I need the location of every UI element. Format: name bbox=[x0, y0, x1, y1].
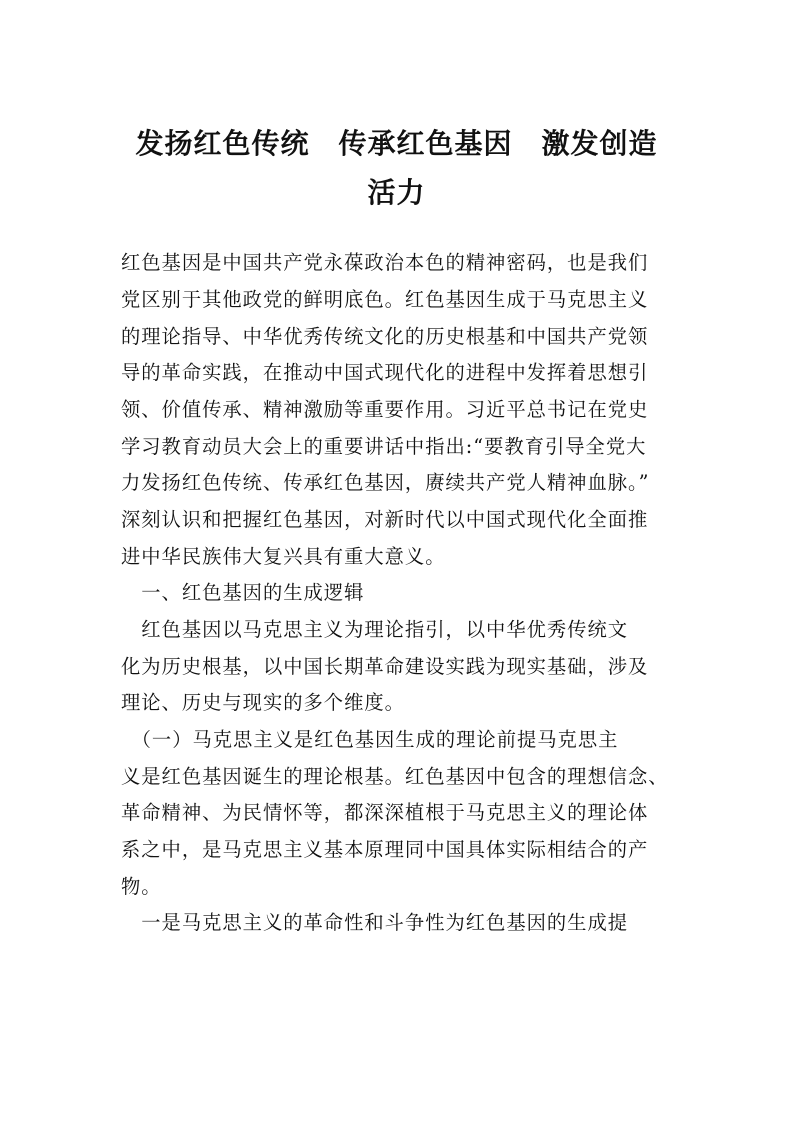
body-text-line: 的理论指导、中华优秀传统文化的历史根基和中国共产党领 bbox=[121, 325, 649, 348]
subsection-heading: （一）马克思主义是红色基因生成的理论前提马克思主 bbox=[121, 728, 619, 751]
body-text-line: 理论、历史与现实的多个维度。 bbox=[121, 691, 405, 714]
body-text-line: 进中华民族伟大复兴具有重大意义。 bbox=[121, 545, 446, 568]
body-text-line: 化为历史根基，以中国长期革命建设实践为现实基础，涉及 bbox=[121, 655, 649, 678]
body-text-line: 红色基因是中国共产党永葆政治本色的精神密码，也是我们 bbox=[121, 251, 649, 274]
section-heading: 一、红色基因的生成逻辑 bbox=[121, 581, 365, 604]
body-text-line: 系之中，是马克思主义基本原理同中国具体实际相结合的产 bbox=[121, 838, 649, 861]
document-title-line-1: 发扬红色传统 传承红色基因 激发创造 bbox=[135, 127, 658, 160]
body-text-line: 学习教育动员大会上的重要讲话中指出:“要教育引导全党大 bbox=[121, 435, 647, 458]
body-text-line: 力发扬红色传统、传承红色基因，赓续共产党人精神血脉。” bbox=[121, 471, 650, 494]
document-title-line-2: 活力 bbox=[367, 176, 426, 209]
body-text-line: 革命精神、为民情怀等，都深深植根于马克思主义的理论体 bbox=[121, 801, 649, 824]
body-text-line: 党区别于其他政党的鲜明底色。红色基因生成于马克思主义 bbox=[121, 288, 649, 311]
body-text-line: 一是马克思主义的革命性和斗争性为红色基因的生成提 bbox=[121, 911, 629, 934]
body-text-line: 红色基因以马克思主义为理论指引，以中华优秀传统文 bbox=[121, 618, 629, 641]
body-text-line: 深刻认识和把握红色基因，对新时代以中国式现代化全面推 bbox=[121, 508, 649, 531]
body-text-line: 义是红色基因诞生的理论根基。红色基因中包含的理想信念、 bbox=[121, 765, 669, 788]
body-text-line: 领、价值传承、精神激励等重要作用。习近平总书记在党史 bbox=[121, 398, 649, 421]
body-text-line: 物。 bbox=[121, 875, 162, 898]
body-text-line: 导的革命实践，在推动中国式现代化的进程中发挥着思想引 bbox=[121, 361, 649, 384]
